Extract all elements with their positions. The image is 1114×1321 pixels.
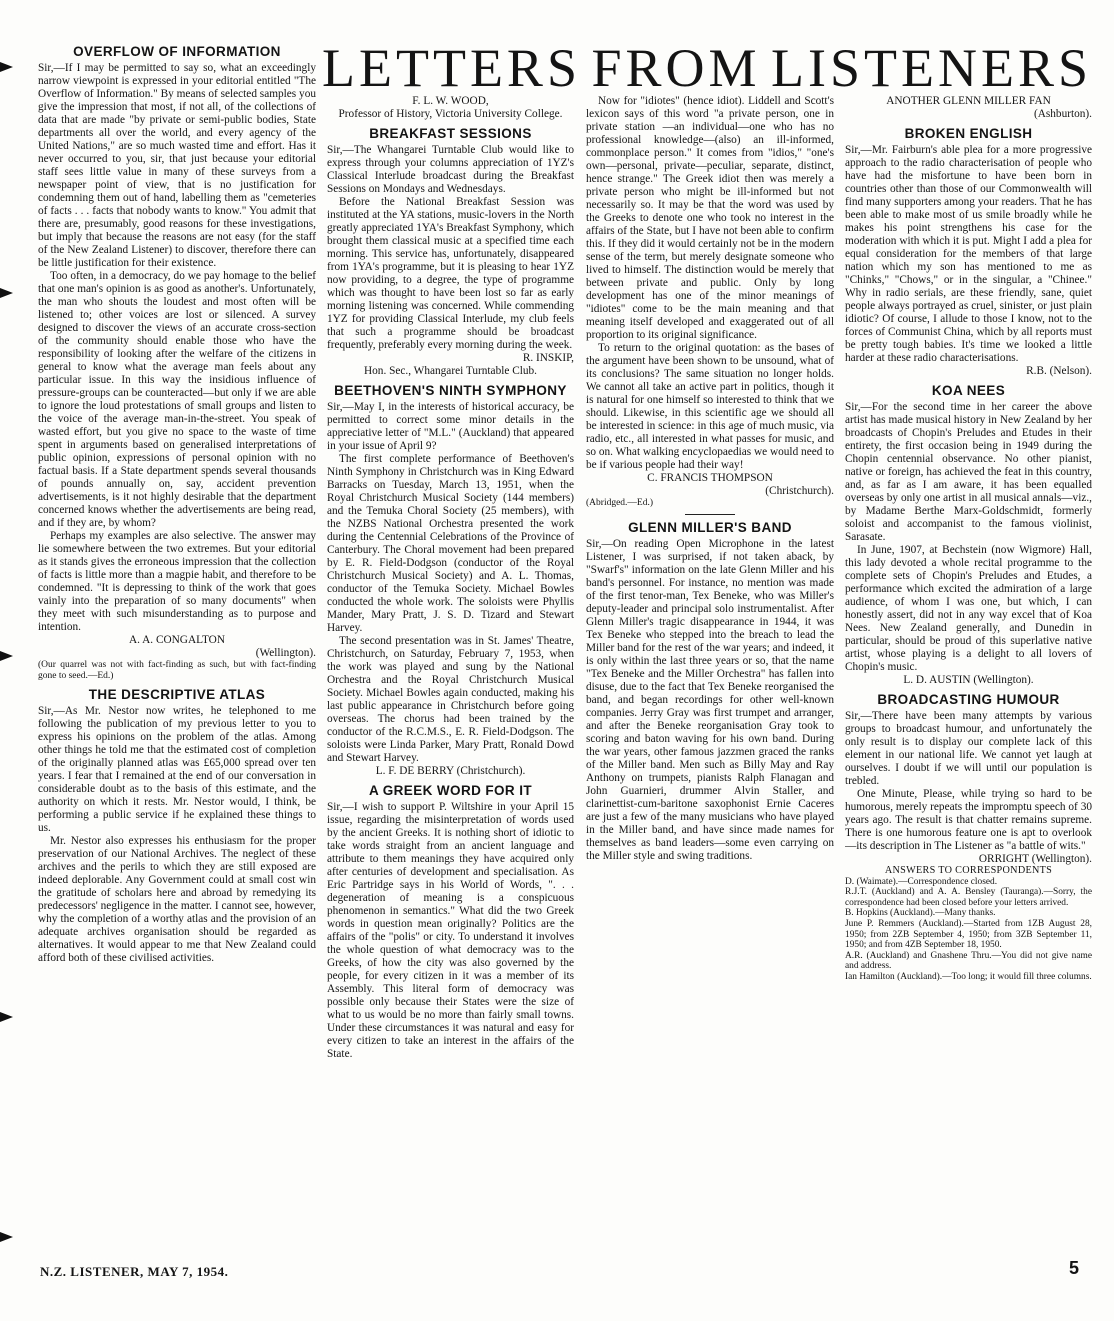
binding-mark — [0, 1232, 14, 1242]
letter-title: OVERFLOW OF INFORMATION — [73, 44, 281, 59]
letter-title: THE DESCRIPTIVE ATLAS — [88, 687, 266, 702]
letter-paragraph: Sir,—May I, in the interests of historical accuracy, be permitted to correct some minor details in the appreciative letter of "M.L." (Auckland) that appeared in your issue of April 9? — [327, 401, 574, 452]
letter-paragraph: Sir,—For the second time in her career the above artist has made musical history in New Zealand by her broadcasts of Chopin's Preludes and Etudes in their entirety, the first occasion being in 1949 during the Chopin centennial observance. No other pianist, native or foreign, has achieved the feat in this country, and, as far as I am aware, it has been equalled overseas by only one artist in all musical annals—viz., by Madame Berthe Marx-Goldschmidt, formerly soloist and accompanist to the famous violinist, Sarasate. — [845, 401, 1092, 543]
letter-paragraph: Sir,—I wish to support P. Wiltshire in your April 15 issue, regarding the misinterpretation of words used by the ancient Greeks. It is nothing short of idiotic to take words straight from an ancient language and attribute to them meanings they have acquired only after centuries of development and specialisation. As Eric Partridge says in his World of Words, ". . . degeneration of meaning is a conspicuous phenomenon in semantics." What did the two Greek words in question mean originally? Politics are the affairs of the "polis" or city. To understand it involves the whole question of what democracy was to the Greeks, of how the city was also governed by the people, for every citizen in it was a member of its Assembly. This literal form of democracy was possible only because their States were the size of what to us would be no more than fairly small towns. Under these circumstances it was natural and easy for every citizen to take an interest in the affairs of the State. — [327, 801, 574, 1060]
masthead — [322, 40, 1092, 96]
divider — [685, 514, 735, 515]
letter-signature: F. L. W. WOOD, — [412, 95, 489, 107]
editor-note: (Our quarrel was not with fact-finding as such, but with fact-finding gone to seed.—Ed.) — [38, 660, 316, 681]
binding-mark — [0, 288, 14, 298]
letter-signature: R.B. (Nelson). — [1026, 365, 1092, 377]
editor-note: (Abridged.—Ed.) — [586, 498, 654, 508]
column-2 — [327, 95, 574, 1252]
letter-paragraph: The first complete performance of Beethoven's Ninth Symphony in Christchurch was in King Edward Barracks on Tuesday, March 13, 1951, when the Royal Christchurch Musical Society (144 members) and the Temuka Choral Society (25 members), with the NZBS National Orchestra presented the work during the Centennial Celebrations of the Province of Canterbury. The Choral movement had been prepared by E. R. Field-Dodgson (conductor of the Royal Christchurch Musical Society) and A. L. Thomas, conductor of the Temuka Society. Michael Bowles conducted the whole work. The soloists were Phyllis Mander, Mary Pratt, J. S. D. Tizard and Stewart Harvey. — [327, 453, 574, 634]
answer-item: A.R. (Auckland) and Gnashene Thru.—You did not give name and address. — [845, 950, 1092, 972]
letter-paragraph: Too often, in a democracy, do we pay homage to the belief that one man's opinion is as good as another's. Unfortunately, the man who shouts the loudest and most often will be listened to; other voices are lost or silenced. A survey designed to discover the views of an accurate cross-section of the community should enable those who have the responsibility of looking after the welfare of the citizens in general to know what the average man feels about any particular issue. In this way the insidious influence of pressure-groups can be counteracted—but only if we are able to ignore the loud protestations of small groups and listen to the voice of the average man-in-the-street. You speak of wasted effort, but you give no space to the waste of time spent in arguments based on generalised interpretations of public opinion, expressions of personal opinion with no factual basis. If a State department spends several thousands of pounds annually on, say, accident prevention advertisements, is it not highly desirable that the department concerned knows whether the advertisements are being read, and if they are, by whom? — [38, 270, 316, 529]
answers-to-correspondents — [845, 866, 1092, 983]
letter-place: (Ashburton). — [1033, 108, 1092, 120]
letter-credit: Hon. Sec., Whangarei Turntable Club. — [364, 365, 537, 377]
letter-place: (Wellington). — [255, 647, 316, 659]
letter-signature: A. A. CONGALTON — [128, 634, 226, 646]
letter-signature: ANOTHER GLENN MILLER FAN — [886, 95, 1051, 107]
letter-paragraph: One Minute, Please, while trying so hard to be humorous, merely repeats the impromptu speech of 30 years ago. The result is that chatter remains supreme. There is one humorous feature one is apt to overlook—its description in The Listener as "a battle of wits." — [845, 788, 1092, 852]
letter-paragraph: Before the National Breakfast Session was instituted at the YA stations, music-lovers in the North greatly appreciated 1YA's Breakfast Symphony, which brought them classical music at a specified time each morning. This service has, unfortunately, disappeared from 1YA's programme, but it is pleasing to hear 1YZ now providing, to a degree, the type of programme which was thought to have been lost so far as early morning listening was concerned. While commending 1YZ for providing Classical Interlude, my club feels that such a programme should be broadcast frequently, preferably every morning during the week. — [327, 196, 574, 351]
letter-title: BREAKFAST SESSIONS — [369, 126, 532, 141]
answer-item: D. (Waimate).—Correspondence closed. — [845, 876, 998, 887]
letter-title: BEETHOVEN'S NINTH SYMPHONY — [334, 383, 567, 398]
letter-title: BROADCASTING HUMOUR — [877, 692, 1060, 707]
letter-title: KOA NEES — [931, 383, 1006, 398]
letter-signature: ORRIGHT (Wellington). — [978, 853, 1092, 865]
letter-place: (Christchurch). — [765, 485, 834, 497]
column-1 — [38, 44, 316, 1252]
letter-signature: L. F. DE BERRY (Christchurch). — [375, 765, 526, 777]
letter-paragraph: The second presentation was in St. James' Theatre, Christchurch, on Saturday, February 7, 1953, when the work was played and sung by the National Orchestra and the Royal Christchurch Musical Society. Michael Bowles again conducted, making his last public appearance in Christchurch before going overseas. The chorus had been trained by the conductor of the R.C.M.S., E. R. Field-Dodgson. The soloists were Linda Parker, Mary Pratt, Ronald Dowd and Stewart Harvey. — [327, 635, 574, 764]
letter-signature: L. D. AUSTIN (Wellington). — [903, 674, 1034, 686]
letter-signature: C. FRANCIS THOMPSON — [647, 472, 773, 484]
letter-paragraph: Mr. Nestor also expresses his enthusiasm for the proper preservation of our National Archives. The neglect of these archives and the perils to which they are still exposed are indeed deplorable. Any Government could at small cost win the gratitude of scholars here and abroad by remedying its predecessors' negligence in the matter. I cannot see, however, why the completion of a worthy atlas and the provision of an adequate archives organisation should be regarded as alternatives. It would appear to me that New Zealand could afford both of these civilised activities. — [38, 835, 316, 964]
binding-mark — [0, 1012, 14, 1022]
column-4 — [845, 95, 1092, 1252]
letter-paragraph: To return to the original quotation: as the bases of the argument have been shown to be unsound, what of its conclusions? The same situation no longer holds. We cannot all take an active part in politics, though it is natural for one himself so interested to think that we should. Likewise, in this scientific age we should all be interested in science: in this age of much music, via radio, etc., all interested in what passes for music, and so on. What walking encyclopaedias we would need to be if various people had their way! — [586, 342, 834, 471]
letter-paragraph: Sir,—The Whangarei Turntable Club would like to express through your columns appreciation of 1YZ's Classical Interlude broadcast during the Breakfast Sessions on Mondays and Wednesdays. — [327, 144, 574, 195]
binding-mark — [0, 651, 14, 661]
answer-item: R.J.T. (Auckland) and A. A. Bensley (Tauranga).—Sorry, the correspondence had been closed before your letters arrived. — [845, 887, 1092, 908]
binding-mark — [0, 62, 14, 72]
masthead-word: FROM — [591, 38, 761, 98]
letter-paragraph: Now for "idiotes" (hence idiot). Liddell and Scott's lexicon says of this word "a private person, one in private station —an individual—one who has no professional knowledge—(also) an ill-informed, commonplace person." It comes from "idios," "one's own—personal, private—peculiar, separate, distinct, hence strange." The Greek idiot then was merely a private person who might be ill-informed but not necessarily so. It may be that the word was used by the Greeks to denote one who took no interest in the affairs of the State, but I have not been able to confirm this. If they did it would certainly not be in the modern sense of the term, but merely designate someone who lived to himself. The distinction would be merely that between private and public. Only by long development has one of the minor meanings of "idiotes" come to be the main meaning and that meaning itself developed and exaggerated out of all proportion to its original significance. — [586, 95, 834, 341]
letter-paragraph: Sir,—If I may be permitted to say so, what an exceedingly narrow viewpoint is expressed in your editorial entitled "The Overflow of Information." By means of selected samples you give the impression that most, if not all, of the collections of data that are made "by private or semi-public bodies, State departments all over the world, and every agency of the United Nations," are so much wasted time and effort. Has it never occurred to you, sir, that just because your editorial staff sees little value in many of these surveys from a newspaper point of view, that is no justification for condemning them out of hand, labelling them as "cemeteries of facts . . . facts that nobody wants to know." You admit that there are, presumably, good reasons for these investigations, but imply that because the reasons are not easy (for the staff of the New Zealand Listener) to discover, therefore there can be little justification for their existence. — [38, 62, 316, 269]
letter-signature: R. INSKIP, — [522, 352, 574, 364]
letter-title: A GREEK WORD FOR IT — [368, 783, 533, 798]
answer-item: Ian Hamilton (Auckland).—Too long; it would fill three columns. — [845, 971, 1092, 982]
letter-title: GLENN MILLER'S BAND — [628, 520, 792, 535]
letter-title: BROKEN ENGLISH — [904, 126, 1033, 141]
letter-credit: Professor of History, Victoria University College. — [338, 108, 563, 120]
page-footer-date: N.Z. LISTENER, MAY 7, 1954. — [40, 1264, 229, 1279]
answer-item: June P. Remmers (Auckland).—Started from 1ZB August 28, 1950; from 2ZB September 4, 1950; from 3ZB September 11, 1950; and from 4ZB September 18, 1950. — [845, 918, 1092, 951]
answers-title: ANSWERS TO CORRESPONDENTS — [884, 865, 1053, 876]
letter-paragraph: Perhaps my examples are also selective. The answer may lie somewhere between the two extremes. But your editorial as it stands gives the erroneous impression that the collection of facts is little more than a magpie habit, and therefore to be condemned. "It is depressing to think of the work that goes vainly into the preparation of so many documents" when they meet with such misunderstanding as to purpose and intention. — [38, 530, 316, 633]
letter-paragraph: Sir,—Mr. Fairburn's able plea for a more progressive approach to the radio characterisation of people who have had the misfortune to have been born in countries other than those of our Commonwealth will find many supporters among your readers. That he has been able to make most of us smile broadly while he makes his point strengthens his case for the moderation with which it is put. Might I add a plea for equal consideration for the members of that large nation which my son has mentioned to me as "Chinks," "Chows," or in the singular, a "Chinee." Why in radio serials, are these friendly, sane, quiet people always portrayed as cruel, sinister, or just plain idiotic? Of course, I allude to those I know, not to the forces of Communist China, which by all reports must be pretty tough babies. It's time we looked a little harder at these radio characterisations. — [845, 144, 1092, 364]
letter-paragraph: Sir,—On reading Open Microphone in the latest Listener, I was surprised, if not taken aback, by "Swarf's" information on the late Glenn Miller and his band's personnel. For instance, no mention was made of the first tenor-man, Tex Beneke, who was Miller's deputy-leader and principal solo instrumentalist. After Glenn Miller's tragic disappearance in 1944, it was Tex Beneke who stepped into the breach to lead the Miller band for the rest of the war years; and indeed, it is only within the last three years or so, that the name "Tex Beneke and the Miller Orchestra" has fallen into disuse, due to the fact that Tex Beneke reorganised the band, and began recordings for other well-known companies. Jerry Gray was first trumpet and arranger, and after the Beneke reorganisation Gray took to scoring and baton waving for his own band. During the war years, other famous jazzmen graced the ranks of the Miller band. Men such as Billy May and Ray Anthony on trumpets, pianists Ralph Flanagan and John Guarnieri, drummer Alvin Staller, and clarinettist-cum-baritone saxophonist Ernie Caceres are just a few of the many musicians who have played in the Miller band, and have since made names for themselves as band leaders—some even carrying on the Miller style and swing traditions. — [586, 538, 834, 862]
column-3 — [586, 95, 834, 1252]
page-number: 5 — [1069, 1258, 1080, 1278]
letter-paragraph: Sir,—As Mr. Nestor now writes, he telephoned to me following the publication of my previous letter to you to express his opinions on the problem of the atlas. Among other things he told me that the estimated cost of completion of the originally planned atlas was £65,000 spread over ten years. I fear that I remained at the end of our conversation in considerable doubt as to the basis of this estimate, and the authority on which it rests. Mr. Nestor would, I think, be performing a public service if he explained these things to us. — [38, 705, 316, 834]
masthead-word: LISTENERS — [770, 38, 1092, 98]
letter-paragraph: In June, 1907, at Bechstein (now Wigmore) Hall, this lady devoted a whole recital programme to the complete sets of Chopin's Preludes and Etudes, a performance which excited the admiration of a large audience, of whom I was one, but which, I can honestly assert, did not in any way excel that of Koa Nees. New Zealand generally, and Dunedin in particular, should be proud of this superlative native artist, whose playing is a delight to all lovers of Chopin's music. — [845, 544, 1092, 673]
letter-paragraph: Sir,—There have been many attempts by various groups to broadcast humour, and unfortunately the only result is to display our complete lack of this element in our national life. We cannot yet laugh at ourselves. I doubt if we will until our population is trebled. — [845, 710, 1092, 787]
answer-item: B. Hopkins (Auckland).—Many thanks. — [845, 908, 996, 919]
masthead-word: LETTERS — [322, 38, 581, 98]
